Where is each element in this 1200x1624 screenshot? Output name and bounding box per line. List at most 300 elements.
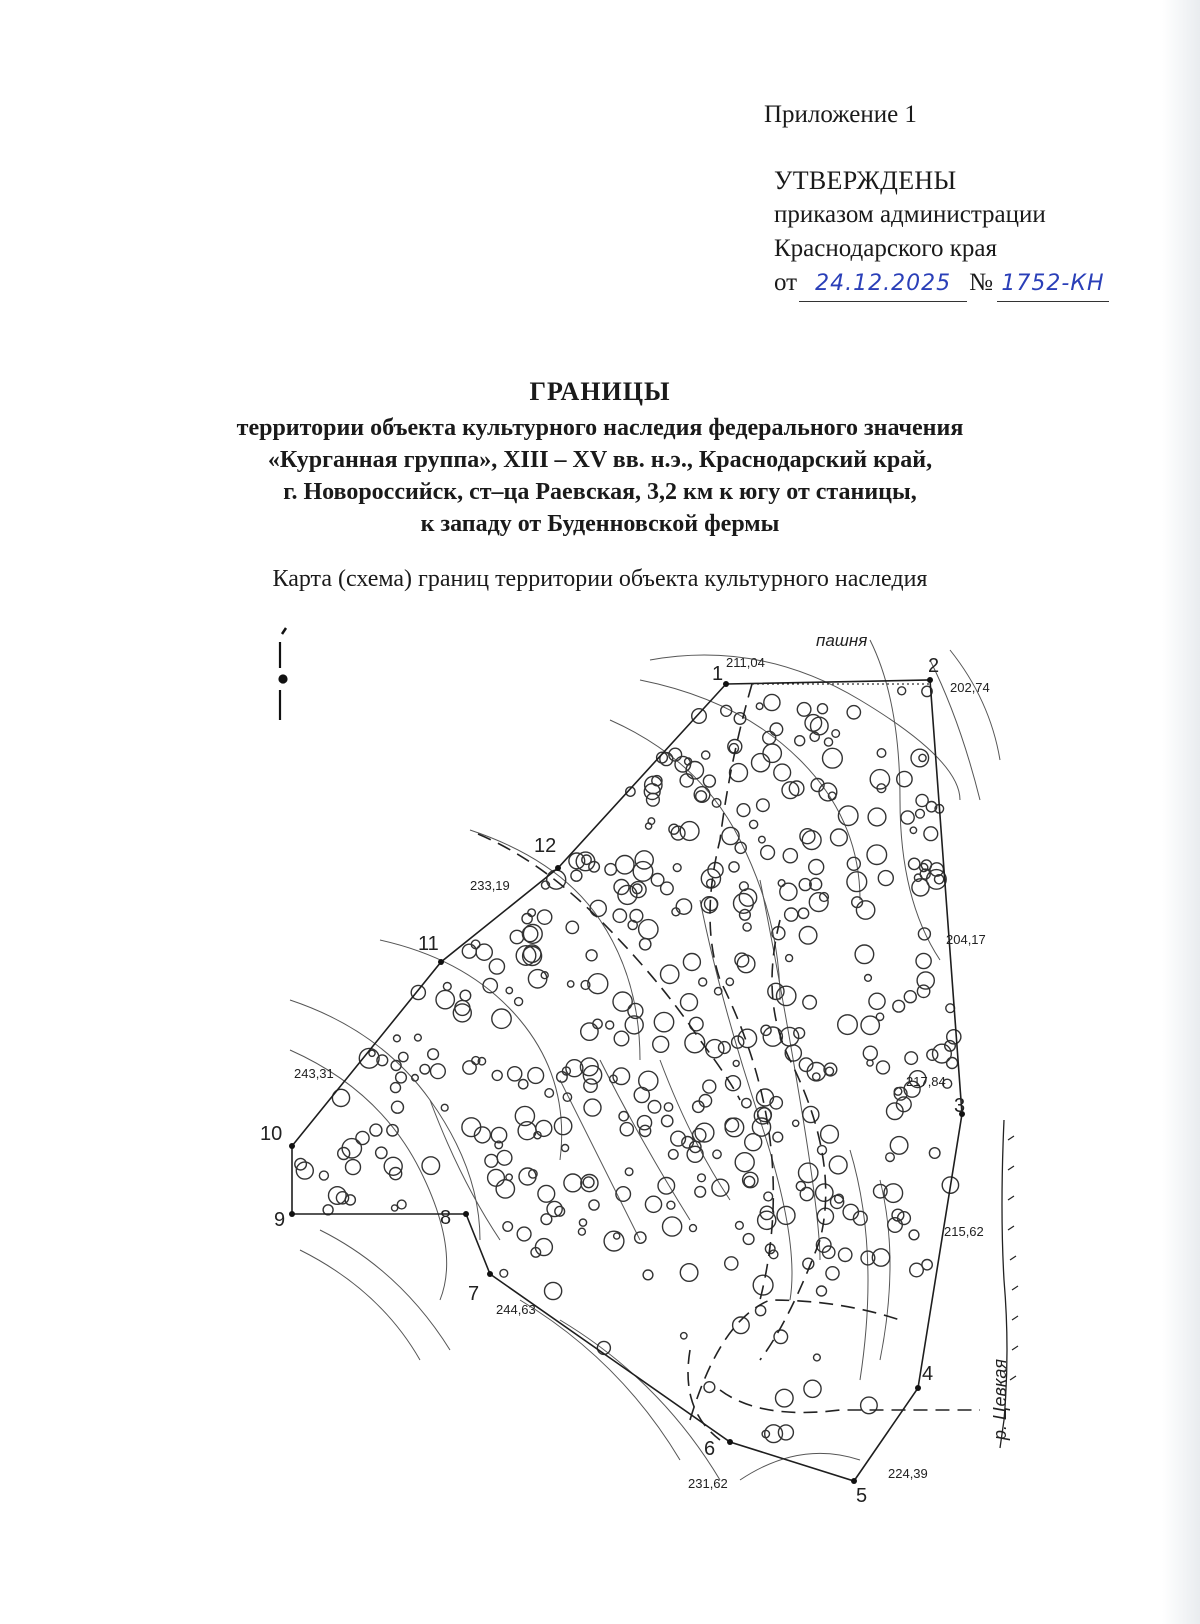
mound-circle <box>947 1058 958 1069</box>
approval-line-2: Краснодарского края <box>774 235 997 262</box>
mound-circle <box>519 1168 536 1185</box>
mound-circle <box>676 899 691 914</box>
contour-line <box>700 900 792 1300</box>
mound-circle <box>916 809 925 818</box>
mound-circle <box>753 1275 773 1295</box>
mound-circle <box>705 897 718 910</box>
mound-circle <box>890 1137 908 1155</box>
mound-circle <box>428 1049 439 1060</box>
mound-circle <box>578 1228 585 1235</box>
contour-line <box>950 650 1000 760</box>
mound-circle <box>712 1179 729 1196</box>
mound-circle <box>756 703 763 710</box>
mound-circle <box>750 820 758 828</box>
mound-circle <box>776 1389 794 1407</box>
vertex-label-8: 8 <box>440 1207 452 1229</box>
mound-circle <box>554 1117 571 1134</box>
object-boundary <box>292 680 962 1481</box>
mound-circle <box>909 858 920 869</box>
mound-circle <box>823 748 843 768</box>
mound-circle <box>488 1169 505 1186</box>
mound-circle <box>654 1012 673 1031</box>
mound-circle <box>492 1009 511 1028</box>
mound-circle <box>645 1196 661 1212</box>
elevation-label: 243,31 <box>294 1066 334 1081</box>
mound-circle <box>905 1052 918 1065</box>
mound-circle <box>863 1046 877 1060</box>
mound-circle <box>517 1227 531 1241</box>
mound-circle <box>356 1131 369 1144</box>
mound-circle <box>436 990 454 1008</box>
mound-circle <box>865 975 872 982</box>
mound-circle <box>584 1099 601 1116</box>
title-line-2: «Курганная группа», XIII – XV вв. н.э., Краснодарский край, <box>267 447 933 473</box>
mound-circle <box>422 1157 440 1175</box>
mound-circle <box>695 1186 706 1197</box>
mound-circle <box>605 864 617 876</box>
mound-circle <box>640 939 651 950</box>
internal-dashed-lines <box>478 684 980 1440</box>
mound-circle <box>648 1101 661 1114</box>
mound-circle <box>774 1330 788 1344</box>
mound-circle <box>789 781 804 796</box>
mound-circle <box>826 1067 834 1075</box>
vertex-label-5: 5 <box>856 1485 868 1507</box>
mound-circle <box>399 1052 408 1061</box>
mound-circle <box>759 836 766 843</box>
mound-circle <box>839 1248 852 1261</box>
mound-circle <box>704 1382 715 1393</box>
mound-circle <box>485 1154 498 1167</box>
mound-circle <box>462 944 476 958</box>
mound-circle <box>803 996 817 1010</box>
mound-circle <box>721 705 732 716</box>
mound-circle <box>809 893 828 912</box>
mound-circle <box>508 1067 522 1081</box>
mound-circle <box>933 1044 952 1063</box>
boundary-vertex <box>723 681 729 687</box>
mound-circle <box>876 1013 883 1020</box>
mound-circle <box>384 1157 402 1175</box>
mound-circle <box>616 856 634 874</box>
mound-circle <box>918 928 930 940</box>
mound-circle <box>870 770 889 789</box>
mound-circle <box>519 1080 528 1089</box>
approval-line-1: приказом администрации <box>774 201 1046 228</box>
mound-circle <box>737 955 755 973</box>
mound-circle <box>898 687 906 695</box>
boundary-vertex <box>555 865 561 871</box>
river-label: р. Цевкая <box>990 1358 1010 1440</box>
mound-circle <box>803 1106 819 1122</box>
mound-circle <box>690 1225 697 1232</box>
mound-circle <box>643 1270 653 1280</box>
mound-circle <box>765 1425 783 1443</box>
mound-circle <box>867 845 887 865</box>
boundary-vertex <box>927 677 933 683</box>
mound-circle <box>783 849 797 863</box>
mound-circle <box>597 1341 610 1354</box>
mound-circle <box>793 1120 799 1126</box>
mound-circle <box>681 1333 687 1339</box>
mound-circle <box>874 1184 888 1198</box>
mound-circle <box>635 1232 646 1243</box>
mound-circle <box>443 983 451 991</box>
mound-circle <box>743 923 751 931</box>
mound-circle <box>376 1147 387 1158</box>
mound-circle <box>817 1286 827 1296</box>
annex-label: Приложение 1 <box>764 101 917 128</box>
mound-circle <box>764 694 780 710</box>
mound-circle <box>813 1073 820 1080</box>
elevation-label: 204,17 <box>946 932 986 947</box>
vertex-label-3: 3 <box>954 1095 966 1117</box>
mound-circle <box>778 1425 793 1440</box>
mound-circle <box>462 1118 481 1137</box>
mound-circle <box>805 715 822 732</box>
mound-circle <box>799 1163 818 1182</box>
mound-circle <box>847 706 860 719</box>
title-line-3: г. Новороссийск, ст–ца Раевская, 3,2 км к югу от станицы, <box>283 479 917 505</box>
vertex-label-4: 4 <box>922 1363 934 1385</box>
contour-line <box>380 940 562 1160</box>
mound-circle <box>743 1234 754 1245</box>
mound-circle <box>653 1036 669 1052</box>
mound-circle <box>752 754 770 772</box>
mound-circle <box>816 1184 833 1201</box>
mound-circle <box>515 998 523 1006</box>
mound-circle <box>740 909 751 920</box>
mound-circle <box>584 1079 597 1092</box>
mound-circle <box>698 1174 706 1182</box>
mound-circle <box>831 829 848 846</box>
mound-circle <box>800 1188 813 1201</box>
mound-circle <box>538 1185 555 1202</box>
mound-circle <box>522 926 537 941</box>
mound-circle <box>581 1023 598 1040</box>
mound-circle <box>616 1187 631 1202</box>
mound-circle <box>770 723 783 736</box>
mound-circle <box>924 827 938 841</box>
mound-circle <box>847 872 867 892</box>
mound-circle <box>506 987 512 993</box>
mound-circle <box>824 738 832 746</box>
mound-circle <box>390 1168 402 1180</box>
mound-circle <box>814 1354 821 1361</box>
vertex-label-7: 7 <box>468 1283 480 1305</box>
internal-dashed-line <box>690 1300 900 1420</box>
contour-line <box>300 1250 420 1360</box>
mound-circle <box>904 991 916 1003</box>
mound-circle <box>537 910 551 924</box>
mound-circle <box>392 1205 398 1211</box>
mound-circle <box>703 775 715 787</box>
boundary-vertex <box>438 959 444 965</box>
mound-circle <box>635 851 653 869</box>
mound-circle <box>568 981 574 987</box>
mound-circle <box>838 1015 858 1035</box>
mound-circle <box>701 869 720 888</box>
mound-circle <box>877 1061 890 1074</box>
mound-circle <box>736 1222 744 1230</box>
mound-circle <box>590 900 606 916</box>
mound-circle <box>397 1200 406 1209</box>
mound-circle <box>809 860 824 875</box>
mound-circle <box>725 1118 739 1132</box>
mound-circle <box>431 1064 446 1079</box>
mound-circle <box>832 730 840 738</box>
mound-circle <box>662 1115 673 1126</box>
date-prefix: от <box>774 269 798 296</box>
mound-circle <box>699 978 707 986</box>
mound-circle <box>909 1230 919 1240</box>
vertex-label-9: 9 <box>274 1209 286 1231</box>
mound-circle <box>566 921 578 933</box>
mound-circle <box>669 1150 679 1160</box>
mound-circle <box>785 908 798 921</box>
mound-circle <box>503 1222 513 1232</box>
mound-circle <box>673 864 681 872</box>
mound-circle <box>681 994 698 1011</box>
mound-circle <box>579 1219 586 1226</box>
mound-circle <box>667 1201 675 1209</box>
mound-circle <box>807 1063 825 1081</box>
mound-circle <box>799 927 817 945</box>
mound-circle <box>811 717 829 735</box>
field-label: пашня <box>816 631 868 650</box>
mound-circle <box>562 1145 569 1152</box>
map-caption: Карта (схема) границ территории объекта культурного наследия <box>272 566 928 592</box>
mound-circle <box>614 1031 629 1046</box>
mound-circle <box>415 1034 422 1041</box>
boundary-vertex <box>851 1478 857 1484</box>
mound-circle <box>396 1072 407 1083</box>
north-arrow <box>280 628 287 720</box>
elevation-label: 202,74 <box>950 680 990 695</box>
mound-circle <box>522 914 532 924</box>
elevation-label: 233,19 <box>470 878 510 893</box>
mound-circle <box>742 1098 751 1107</box>
mound-circle <box>545 1282 562 1299</box>
mound-circle <box>391 1083 401 1093</box>
boundary-vertex <box>727 1439 733 1445</box>
mound-circle <box>856 901 874 919</box>
date-value: 24.12.2025 <box>799 267 967 302</box>
mound-circle <box>394 1035 401 1042</box>
mound-circle <box>703 1080 716 1093</box>
mound-circle <box>802 831 821 850</box>
contour-line <box>600 1060 690 1220</box>
mound-circle <box>496 1180 514 1198</box>
vertex-label-6: 6 <box>704 1438 716 1460</box>
mound-circle <box>733 1060 739 1066</box>
mound-circle <box>683 954 700 971</box>
mound-circle <box>869 993 885 1009</box>
mound-circle <box>800 829 815 844</box>
mound-circle <box>757 1089 774 1106</box>
mound-circle <box>664 1103 672 1111</box>
mound-circle <box>796 1182 805 1191</box>
mound-circle <box>735 1153 754 1172</box>
vertex-label-1: 1 <box>712 663 724 685</box>
mound-circle <box>868 808 886 826</box>
mound-circle <box>861 1397 878 1414</box>
mound-circle <box>797 703 811 717</box>
mound-circle <box>722 827 739 844</box>
document-title: ГРАНИЦЫ <box>529 377 671 406</box>
mound-circle <box>658 1178 675 1195</box>
title-line-4: к западу от Буденновской фермы <box>420 511 780 537</box>
boundary-vertex <box>289 1143 295 1149</box>
mound-circle <box>786 955 793 962</box>
mound-circle <box>619 1112 628 1121</box>
mound-circle <box>492 1070 502 1080</box>
mound-circle <box>441 1104 448 1111</box>
mound-circle <box>795 736 805 746</box>
mound-circle <box>777 986 796 1005</box>
mound-circle <box>455 1000 470 1015</box>
internal-dashed-line <box>478 834 740 1100</box>
mound-circle <box>620 1123 633 1136</box>
mound-circle <box>528 1068 544 1084</box>
mound-circle <box>463 1061 476 1074</box>
contour-line <box>290 1000 480 1240</box>
mound-circle <box>640 1125 651 1136</box>
mound-circle <box>614 1233 620 1239</box>
mound-circle <box>506 1174 512 1180</box>
mound-circle <box>878 871 893 886</box>
mound-circle <box>919 754 926 761</box>
elevation-label: 215,62 <box>944 1224 984 1239</box>
mound-circle <box>917 985 929 997</box>
vertex-label-2: 2 <box>928 655 940 677</box>
mound-circle <box>738 1029 756 1047</box>
boundary-vertex <box>487 1271 493 1277</box>
mound-circle <box>757 799 770 812</box>
contour-line <box>290 1050 447 1300</box>
mound-circle <box>729 862 739 872</box>
mound-circle <box>680 1264 698 1282</box>
mound-circle <box>804 1380 821 1397</box>
mound-circle <box>500 1269 508 1277</box>
mound-circle <box>773 1132 783 1142</box>
mound-circle <box>696 791 707 802</box>
contour-line <box>740 1453 860 1480</box>
vertex-label-10: 10 <box>260 1123 283 1145</box>
mound-circle <box>886 1153 895 1162</box>
mound-circle <box>571 870 582 881</box>
mound-circle <box>564 1174 582 1192</box>
mound-circle <box>557 1072 568 1083</box>
mound-circle <box>589 1200 599 1210</box>
mound-circle <box>583 1177 594 1188</box>
mound-circle <box>606 1021 614 1029</box>
mound-circle <box>774 764 791 781</box>
mound-circle <box>761 846 775 860</box>
mound-circle <box>510 930 523 943</box>
mound-circle <box>535 1239 552 1256</box>
internal-dashed-line <box>720 1390 980 1413</box>
mound-circle <box>687 1146 703 1162</box>
elevation-label: 224,39 <box>888 1466 928 1481</box>
mound-circle <box>713 1150 721 1158</box>
mound-circle <box>515 1106 534 1125</box>
mound-circle <box>639 920 658 939</box>
mound-circle <box>586 950 597 961</box>
mound-circle <box>829 1156 847 1174</box>
mound-circle <box>910 1263 924 1277</box>
mound-circle <box>737 804 750 817</box>
boundary-vertex <box>915 1385 921 1391</box>
mound-circle <box>582 855 591 864</box>
mound-markers <box>295 686 961 1442</box>
elevation-label: 244,63 <box>496 1302 536 1317</box>
mound-circle <box>780 883 797 900</box>
mound-circle <box>680 774 693 787</box>
contour-line <box>880 1180 890 1360</box>
mound-circle <box>497 1150 512 1165</box>
mound-circle <box>420 1064 430 1074</box>
mound-circle <box>893 1000 905 1012</box>
contour-line <box>560 1320 720 1480</box>
mound-circle <box>763 744 781 762</box>
vertex-label-12: 12 <box>534 835 557 857</box>
mound-circle <box>663 1217 682 1236</box>
vertex-label-11: 11 <box>418 933 439 955</box>
mound-circle <box>536 1120 552 1136</box>
elevation-label: 231,62 <box>688 1476 728 1491</box>
elevation-label: 211,04 <box>726 655 765 670</box>
mound-circle <box>818 704 828 714</box>
mound-circle <box>489 959 504 974</box>
mound-circle <box>838 806 858 826</box>
mound-circle <box>730 764 748 782</box>
mound-circle <box>897 771 912 786</box>
mound-circle <box>460 990 471 1001</box>
mound-circle <box>798 908 808 918</box>
river-bank-hatch <box>1008 1136 1018 1380</box>
mound-circle <box>877 749 886 758</box>
mound-circle <box>625 1168 633 1176</box>
mound-circle <box>699 1095 711 1107</box>
number-prefix: № <box>969 269 993 296</box>
mound-circle <box>725 1257 738 1270</box>
mound-circle <box>855 945 874 964</box>
mound-circle <box>726 978 733 985</box>
mound-circle <box>319 1171 328 1180</box>
mound-circle <box>735 842 746 853</box>
mound-circle <box>613 992 632 1011</box>
mound-circle <box>929 1148 940 1159</box>
internal-dashed-line <box>688 1350 720 1440</box>
mound-circle <box>764 1192 773 1201</box>
mound-circle <box>296 1162 313 1179</box>
mound-circle <box>706 1040 724 1058</box>
mound-circle <box>916 953 931 968</box>
mound-circle <box>392 1101 404 1113</box>
boundary-vertices <box>289 677 965 1484</box>
boundary-vertex <box>463 1211 469 1217</box>
mound-circle <box>901 811 914 824</box>
mound-circle <box>588 974 608 994</box>
mound-circle <box>821 1125 839 1143</box>
mound-circle <box>613 909 626 922</box>
mound-circle <box>826 1267 839 1280</box>
mound-circle <box>545 1089 554 1098</box>
mound-circle <box>661 965 679 983</box>
contour-line <box>320 1230 450 1350</box>
mound-circle <box>630 910 643 923</box>
